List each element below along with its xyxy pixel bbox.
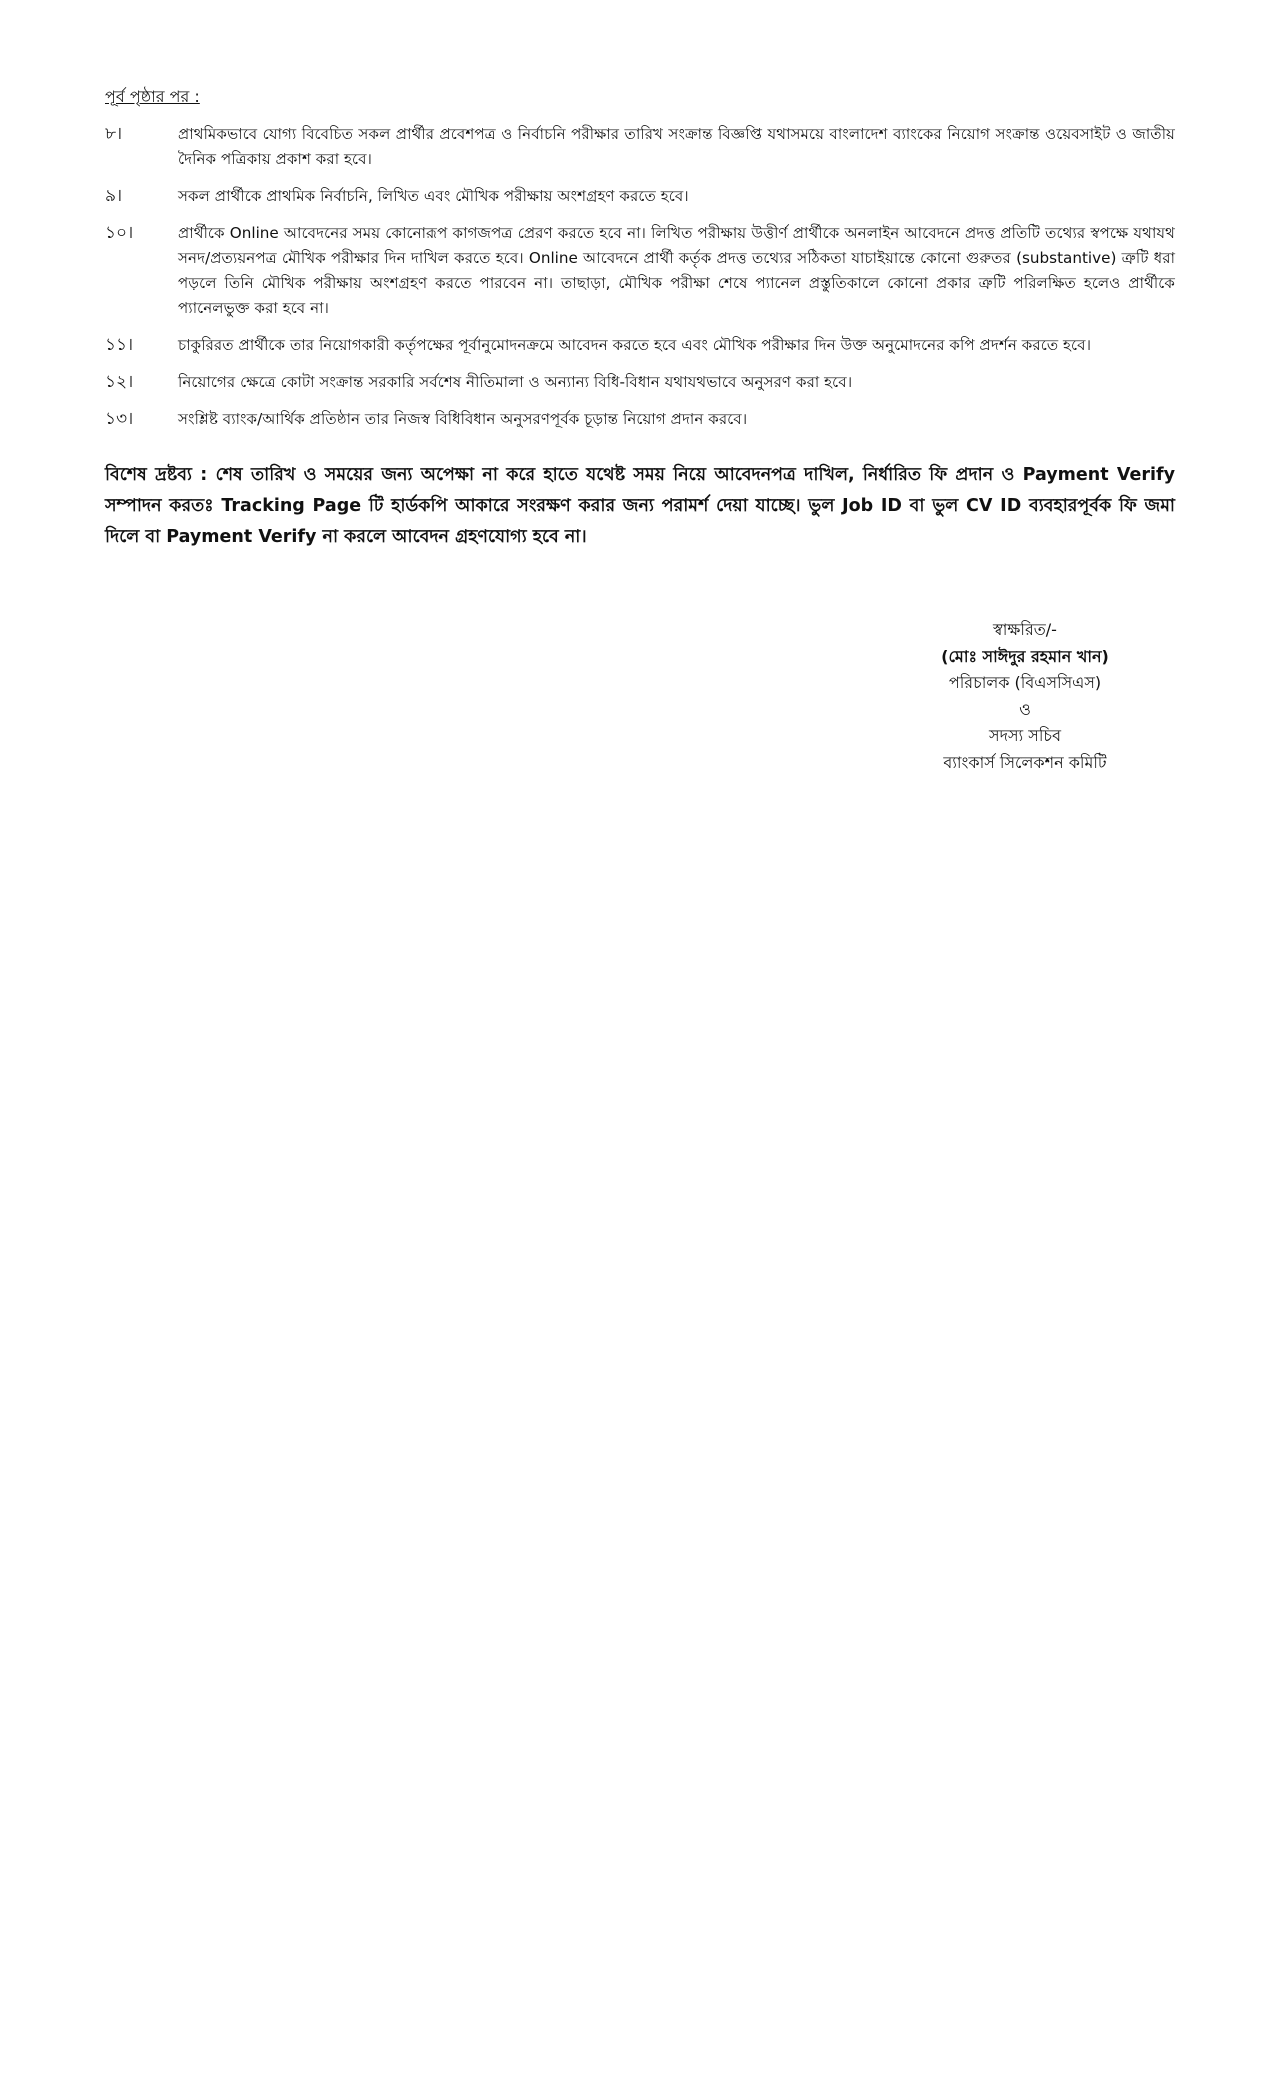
signed-label: স্বাক্ষরিত/-: [993, 620, 1057, 639]
item-number: ১০।: [105, 223, 134, 243]
item-text: প্রার্থীকে Online আবেদনের সময় কোনোরূপ কাগজপত্র প্রেরণ করতে হবে না। লিখিত পরীক্ষায় উত্তীর্ণ প্রার্থীকে অনলাইন আবেদনে প্রদত্ত প্রতিটি তথ্যের স্বপক্ষে যথাযথ সনদ/প্রত্যয়নপত্র মৌখিক পরীক্ষার দিন দাখিল করতে হবে। Online আবেদনে প্রার্থী কর্তৃক প্রদত্ত তথ্যের সঠিকতা যাচাইয়ান্তে কোনো গুরুতর (substantive) ত্রুটি ধরা পড়লে তিনি মৌখিক পরীক্ষায় অংশগ্রহণ করতে পারবেন না। তাছাড়া, মৌখিক পরীক্ষা শেষে প্যানেল প্রস্তুতিকালে কোনো প্রকার ত্রুটি পরিলক্ষিত হলেও প্রার্থীকে প্যানেলভুক্ত করা হবে না।: [178, 224, 1175, 317]
list-item: [105, 333, 1175, 358]
item-text: সকল প্রার্থীকে প্রাথমিক নির্বাচনি, লিখিত এবং মৌখিক পরীক্ষায় অংশগ্রহণ করতে হবে।: [178, 187, 689, 205]
item-text: প্রাথমিকভাবে যোগ্য বিবেচিত সকল প্রার্থীর প্রবেশপত্র ও নির্বাচনি পরীক্ষার তারিখ সংক্রান্ত বিজ্ঞপ্তি যথাসময়ে বাংলাদেশ ব্যাংকের নিয়োগ সংক্রান্ত ওয়েবসাইট ও জাতীয় দৈনিক পত্রিকায় প্রকাশ করা হবে।: [178, 125, 1175, 168]
list-item: [105, 407, 1175, 432]
signatory-name: (মোঃ সাঈদুর রহমান খান): [941, 646, 1109, 666]
item-text: চাকুরিরত প্রার্থীকে তার নিয়োগকারী কর্তৃপক্ষের পূর্বানুমোদনক্রমে আবেদন করতে হবে এবং মৌখিক পরীক্ষার দিন উক্ত অনুমোদনের কপি প্রদর্শন করতে হবে।: [178, 336, 1092, 354]
numbered-conditions-list: [105, 122, 1175, 444]
item-text: নিয়োগের ক্ষেত্রে কোটা সংক্রান্ত সরকারি সর্বশেষ নীতিমালা ও অন্যান্য বিধি-বিধান যথাযথভাবে অনুসরণ করা হবে।: [178, 373, 853, 391]
special-note: বিশেষ দ্রষ্টব্য : শেষ তারিখ ও সময়ের জন্য অপেক্ষা না করে হাতে যথেষ্ট সময় নিয়ে আবেদনপত্র দাখিল, নির্ধারিত ফি প্রদান ও Payment Verify সম্পাদন করতঃ Tracking Page টি হার্ডকপি আকারে সংরক্ষণ করার জন্য পরামর্শ দেয়া যাচ্ছে। ভুল Job ID বা ভুল CV ID ব্যবহারপূর্বক ফি জমা দিলে বা Payment Verify না করলে আবেদন গ্রহণযোগ্য হবে না।: [105, 465, 1175, 547]
signature-block: [860, 617, 1190, 776]
conjunction: ও: [1019, 699, 1031, 719]
list-item: [105, 122, 1175, 172]
list-item: [105, 221, 1175, 321]
item-number: ১১।: [105, 335, 134, 355]
item-text: সংশ্লিষ্ট ব্যাংক/আর্থিক প্রতিষ্ঠান তার নিজস্ব বিধিবিধান অনুসরণপূর্বক চূড়ান্ত নিয়োগ প্রদান করবে।: [178, 410, 748, 428]
list-item: [105, 370, 1175, 395]
continued-from-previous-page: পূর্ব পৃষ্ঠার পর :: [105, 87, 200, 106]
item-number: ৯।: [105, 186, 123, 206]
item-number: ১৩।: [105, 409, 134, 429]
committee-name: ব্যাংকার্স সিলেকশন কমিটি: [943, 752, 1107, 772]
signatory-designation: পরিচালক (বিএসসিএস): [948, 673, 1102, 692]
signatory-role: সদস্য সচিব: [989, 726, 1061, 745]
list-item: [105, 184, 1175, 209]
item-number: ৮।: [105, 124, 123, 144]
item-number: ১২।: [105, 372, 134, 392]
